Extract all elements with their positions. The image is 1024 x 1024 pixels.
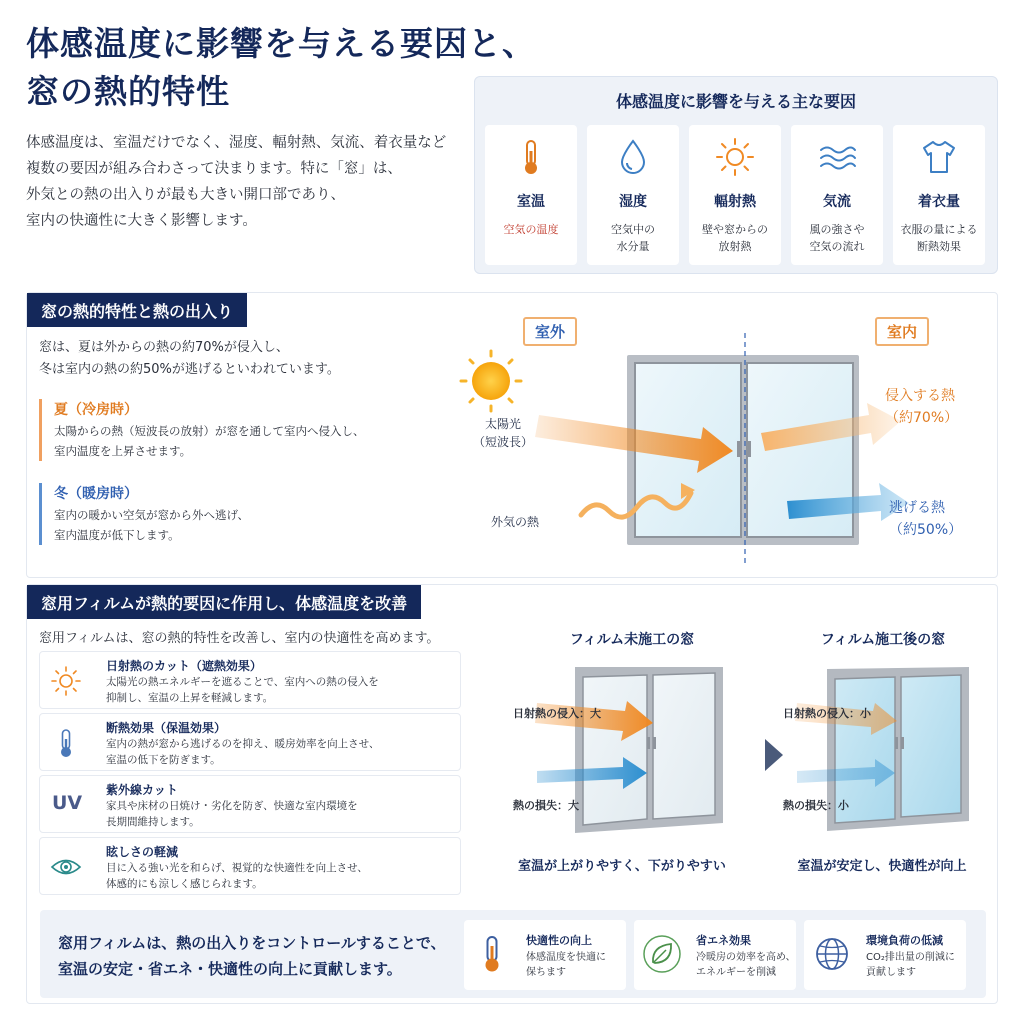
factor-name: 室温 bbox=[517, 194, 545, 210]
page-title-line: 窓の熱的特性 bbox=[26, 72, 230, 111]
globe-icon bbox=[812, 934, 852, 974]
benefit-text: 冷暖房の効率を高め、 エネルギーを削減 bbox=[696, 952, 796, 978]
before-heat-loss-label: 熱の損失：大 bbox=[513, 799, 579, 812]
factor-card-clothing bbox=[893, 125, 985, 265]
eye-icon bbox=[50, 851, 82, 883]
film-comparison-diagram bbox=[497, 663, 977, 849]
after-window-caption: 室温が安定し、快適性が向上 bbox=[797, 859, 967, 874]
winter-block bbox=[39, 483, 469, 545]
factor-desc: 壁や窓からの 放射熱 bbox=[702, 223, 768, 253]
heat-out-label: 逃げる熱 （約50%） bbox=[889, 500, 963, 538]
effect-card-glare bbox=[39, 837, 461, 895]
factor-name: 気流 bbox=[823, 194, 851, 210]
page-title-line: 体感温度に影響を与える要因と、 bbox=[26, 24, 536, 63]
intro-line: 体感温度は、室温だけでなく、湿度、輻射熱、気流、着衣量など bbox=[26, 135, 447, 151]
thermometer-icon bbox=[472, 934, 512, 974]
effect-text: 太陽光の熱エネルギーを遮ることで、室内への熱の侵入を 抑制し、室温の上昇を軽減します。 bbox=[106, 676, 379, 704]
effect-title: 紫外線カット bbox=[106, 783, 178, 797]
benefit-title: 快適性の向上 bbox=[526, 934, 592, 947]
chevron-right-icon bbox=[765, 739, 783, 771]
summary-band bbox=[40, 910, 986, 998]
factor-name: 湿度 bbox=[619, 194, 647, 210]
thermometer-icon bbox=[511, 137, 551, 177]
effect-title: 断熱効果（保温効果） bbox=[106, 721, 227, 735]
uv-icon: UV bbox=[52, 792, 83, 814]
summer-title: 夏（冷房時） bbox=[54, 402, 138, 418]
winter-title: 冬（暖房時） bbox=[54, 486, 138, 502]
outside-tag: 室外 bbox=[523, 317, 577, 346]
factors-panel bbox=[474, 76, 998, 274]
thermometer-icon bbox=[50, 727, 82, 759]
leaf-icon bbox=[642, 934, 682, 974]
water-drop-icon bbox=[613, 137, 653, 177]
before-window-illustration bbox=[575, 667, 723, 833]
factor-card-radiant-heat bbox=[689, 125, 781, 265]
factor-name: 輻射熱 bbox=[714, 194, 756, 210]
factor-desc: 衣服の量による 断熱効果 bbox=[900, 223, 978, 253]
sun-icon bbox=[50, 665, 82, 697]
section-header: 窓用フィルムが熱的要因に作用し、体感温度を改善 bbox=[27, 585, 421, 619]
effect-text: 家具や床材の日焼け・劣化を防ぎ、快適な室内環境を 長期間維持します。 bbox=[106, 800, 358, 828]
window-thermal-section bbox=[26, 292, 998, 578]
benefit-text: CO₂排出量の削減に 貢献します bbox=[866, 952, 955, 978]
intro-line: 複数の要因が組み合わさって決まります。特に「窓」は、 bbox=[26, 161, 402, 177]
factor-card-humidity bbox=[587, 125, 679, 265]
section-intro: 窓は、夏は外からの熱の約70%が侵入し、 冬は室内の熱の約50%が逃げるといわれています。 bbox=[39, 340, 340, 377]
inside-tag: 室内 bbox=[875, 317, 929, 346]
effect-card-solar-cut bbox=[39, 651, 461, 709]
effect-card-insulation bbox=[39, 713, 461, 771]
heat-in-label: 侵入する熱 （約70%） bbox=[885, 388, 959, 426]
section-header: 窓の熱的特性と熱の出入り bbox=[27, 293, 247, 327]
factor-desc: 空気の温度 bbox=[503, 223, 559, 236]
benefit-title: 省エネ効果 bbox=[696, 934, 751, 947]
intro-line: 外気との熱の出入りが最も大きい開口部であり、 bbox=[26, 187, 345, 203]
effect-text: 目に入る強い光を和らげ、視覚的な快適性を向上させ、 体感的にも涼しく感じられます。 bbox=[106, 862, 368, 890]
factor-desc: 風の強さや 空気の流れ bbox=[809, 223, 865, 253]
sun-illustration bbox=[461, 351, 521, 411]
before-heat-in-label: 日射熱の侵入：大 bbox=[513, 707, 601, 720]
effect-text: 室内の熱が窓から逃げるのを抑え、暖房効率を向上させ、 室温の低下を防ぎます。 bbox=[106, 738, 380, 766]
effect-title: 眩しさの軽減 bbox=[106, 845, 179, 859]
summary-message: 窓用フィルムは、熱の出入りをコントロールすることで、 室温の安定・省エネ・快適性の向上に貢献します。 bbox=[58, 934, 446, 978]
outside-air-label: 外気の熱 bbox=[491, 515, 540, 529]
after-heat-loss-label: 熱の損失：小 bbox=[783, 799, 849, 812]
factor-card-room-temp bbox=[485, 125, 577, 265]
sun-icon bbox=[715, 137, 755, 177]
section-intro: 窓用フィルムは、窓の熱的特性を改善し、室内の快適性を高めます。 bbox=[39, 631, 440, 646]
effect-card-uv-cut bbox=[39, 775, 461, 833]
benefit-comfort bbox=[464, 920, 626, 990]
summer-text: 太陽からの熱（短波長の放射）が窓を通して室内へ侵入し、 室内温度を上昇させます。 bbox=[54, 424, 365, 458]
tshirt-icon bbox=[919, 137, 959, 177]
factors-title: 体感温度に影響を与える主な要因 bbox=[615, 92, 856, 111]
wind-icon bbox=[817, 137, 857, 177]
page-intro bbox=[26, 130, 466, 234]
intro-line: 室内の快適性に大きく影響します。 bbox=[26, 213, 257, 229]
before-window-caption: 室温が上がりやすく、下がりやすい bbox=[518, 859, 726, 874]
sunlight-label: 太陽光 （短波長） bbox=[473, 417, 534, 449]
factor-desc: 空気中の 水分量 bbox=[611, 223, 655, 253]
benefit-energy-saving bbox=[634, 920, 796, 990]
factor-card-airflow bbox=[791, 125, 883, 265]
summer-block bbox=[39, 399, 469, 461]
benefit-environment bbox=[804, 920, 966, 990]
benefit-text: 体感温度を快適に 保ちます bbox=[526, 952, 606, 978]
before-window-title: フィルム未施工の窓 bbox=[569, 632, 695, 648]
factor-name: 着衣量 bbox=[918, 194, 960, 210]
after-heat-in-label: 日射熱の侵入：小 bbox=[783, 707, 871, 720]
effect-title: 日射熱のカット（遮熱効果） bbox=[106, 659, 262, 673]
benefit-title: 環境負荷の低減 bbox=[866, 934, 943, 947]
winter-text: 室内の暖かい空気が窓から外へ逃げ、 室内温度が低下します。 bbox=[54, 508, 250, 542]
after-window-title: フィルム施工後の窓 bbox=[820, 632, 946, 648]
